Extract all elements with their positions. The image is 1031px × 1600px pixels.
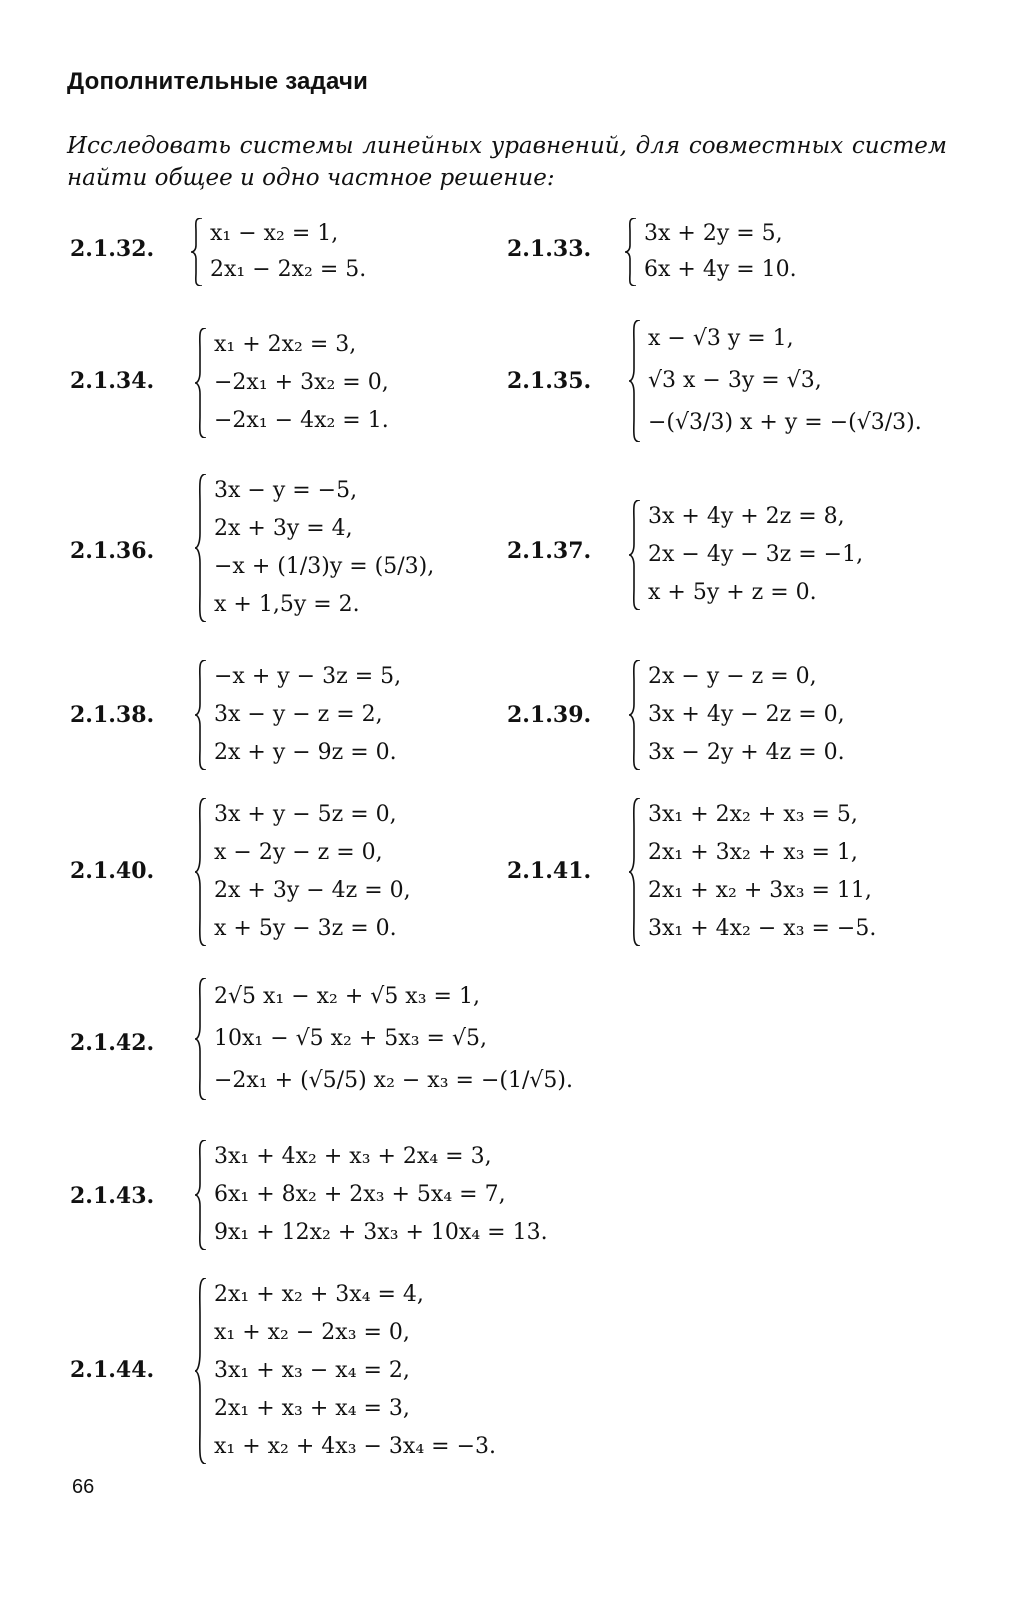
curly-brace-icon [628, 320, 642, 442]
problem-number: 2.1.40. [70, 858, 155, 884]
problem-number: 2.1.39. [507, 702, 592, 728]
equation: x + 5y + z = 0. [648, 580, 817, 605]
equation: 2x − y − z = 0, [648, 664, 817, 689]
equation: 9x₁ + 12x₂ + 3x₃ + 10x₄ = 13. [214, 1220, 548, 1245]
equation: x − √3 y = 1, [648, 326, 794, 351]
problem-number: 2.1.33. [507, 236, 592, 262]
equation: 3x − y = −5, [214, 478, 358, 503]
problem-number: 2.1.42. [70, 1030, 155, 1056]
equation: 2x + y − 9z = 0. [214, 740, 397, 765]
equation: 3x₁ + 4x₂ − x₃ = −5. [648, 916, 877, 941]
equation: 2x₁ + x₂ + 3x₄ = 4, [214, 1282, 424, 1307]
equation: 3x + 2y = 5, [644, 221, 783, 246]
problem-number: 2.1.44. [70, 1357, 155, 1383]
equation-system [626, 658, 845, 772]
equation-system [192, 796, 411, 948]
equation-system [626, 796, 876, 948]
equation: 2x − 4y − 3z = −1, [648, 542, 864, 567]
equation: 2x₁ + x₃ + x₄ = 3, [214, 1396, 410, 1421]
equation: 2x + 3y − 4z = 0, [214, 878, 411, 903]
equation-system [192, 472, 434, 624]
problem-number: 2.1.38. [70, 702, 155, 728]
equation-system [622, 216, 797, 288]
equation-system [188, 216, 366, 288]
equation: 10x₁ − √5 x₂ + 5x₃ = √5, [214, 1026, 487, 1051]
problem-number: 2.1.35. [507, 368, 592, 394]
equation: −x + (1/3)y = (5/3), [214, 554, 435, 579]
equation: 3x + y − 5z = 0, [214, 802, 397, 827]
equation: −2x₁ + (√5/5) x₂ − x₃ = −(1/√5). [214, 1068, 573, 1093]
equation: 6x₁ + 8x₂ + 2x₃ + 5x₄ = 7, [214, 1182, 506, 1207]
equation: −2x₁ + 3x₂ = 0, [214, 370, 389, 395]
equation: x − 2y − z = 0, [214, 840, 383, 865]
equation-system [192, 326, 389, 440]
curly-brace-icon [194, 474, 208, 622]
equation-system [192, 658, 401, 772]
problem-number: 2.1.34. [70, 368, 155, 394]
equation-system [626, 318, 922, 444]
equation: x + 1,5y = 2. [214, 592, 360, 617]
problem-number: 2.1.43. [70, 1183, 155, 1209]
equation: 3x + 4y − 2z = 0, [648, 702, 845, 727]
equation: 2x₁ + 3x₂ + x₃ = 1, [648, 840, 858, 865]
curly-brace-icon [194, 660, 208, 770]
problem-number: 2.1.37. [507, 538, 592, 564]
curly-brace-icon [628, 660, 642, 770]
curly-brace-icon [194, 1278, 208, 1464]
equation: 2√5 x₁ − x₂ + √5 x₃ = 1, [214, 984, 480, 1009]
equation: x₁ + x₂ − 2x₃ = 0, [214, 1320, 410, 1345]
equation: −x + y − 3z = 5, [214, 664, 402, 689]
equation: x + 5y − 3z = 0. [214, 916, 397, 941]
equation: √3 x − 3y = √3, [648, 368, 822, 393]
curly-brace-icon [194, 328, 208, 438]
curly-brace-icon [628, 798, 642, 946]
curly-brace-icon [628, 500, 642, 610]
section-heading: Дополнительные задачи [67, 68, 369, 95]
equation: 3x − y − z = 2, [214, 702, 383, 727]
equation: 2x + 3y = 4, [214, 516, 353, 541]
problem-number: 2.1.41. [507, 858, 592, 884]
equation: x₁ + 2x₂ = 3, [214, 332, 357, 357]
problem-number: 2.1.32. [70, 236, 155, 262]
curly-brace-icon [194, 1140, 208, 1250]
equation-system [192, 976, 573, 1102]
equation: 2x₁ − 2x₂ = 5. [210, 257, 367, 282]
equation: 3x₁ + x₃ − x₄ = 2, [214, 1358, 410, 1383]
equation: 3x + 4y + 2z = 8, [648, 504, 845, 529]
equation: 3x₁ + 2x₂ + x₃ = 5, [648, 802, 858, 827]
equation: x₁ − x₂ = 1, [210, 221, 339, 246]
equation: x₁ + x₂ + 4x₃ − 3x₄ = −3. [214, 1434, 497, 1459]
equation-system [192, 1138, 548, 1252]
equation: 3x₁ + 4x₂ + x₃ + 2x₄ = 3, [214, 1144, 492, 1169]
problem-number: 2.1.36. [70, 538, 155, 564]
equation: 6x + 4y = 10. [644, 257, 797, 282]
curly-brace-icon [194, 798, 208, 946]
curly-brace-icon [194, 978, 208, 1100]
task-instructions: Исследовать системы линейных уравнений, для совместных систем найти общее и одно частное решение: [67, 133, 947, 191]
equation: −(√3/3) x + y = −(√3/3). [648, 410, 922, 435]
equation: 3x − 2y + 4z = 0. [648, 740, 845, 765]
curly-brace-icon [624, 218, 638, 286]
equation-system [192, 1276, 496, 1466]
page-number: 66 [72, 1476, 95, 1498]
equation: 2x₁ + x₂ + 3x₃ = 11, [648, 878, 872, 903]
equation: −2x₁ − 4x₂ = 1. [214, 408, 389, 433]
equation-system [626, 498, 863, 612]
curly-brace-icon [190, 218, 204, 286]
